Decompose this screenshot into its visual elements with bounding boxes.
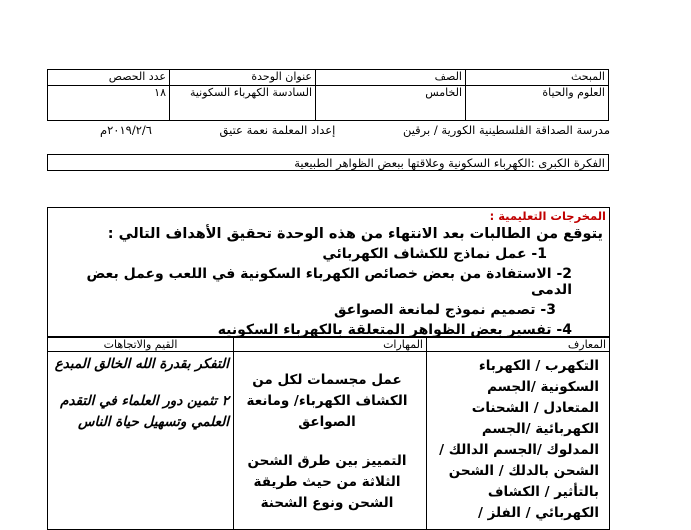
header-lessons-count: عدد الحصص bbox=[48, 70, 170, 86]
outcome-item-3: 3- تصميم نموذج لمانعة الصواعق bbox=[333, 302, 556, 318]
header-values: القيم والاتجاهات bbox=[48, 338, 234, 352]
header-knowledge: المعارف bbox=[427, 338, 610, 352]
outcome-item-4: 4- تفسير بعض الظواهر المتعلقة بالكهرباء السكونيه bbox=[217, 322, 572, 338]
header-subject: المبحث bbox=[466, 70, 609, 86]
knowledge-text: التكهرب / الكهرباء السكونية /الجسم المتعادل / الشحنات الكهربائية /الجسم المدلوك /الجسم الدالك / الشحن بالدلك / الشحن بالتأثير / الكشاف الكهربائي / الفلز / bbox=[439, 358, 599, 521]
value-item-2: ٢ تثمين دور العلماء في التقدم العلمي وتسهيل حياة الناس bbox=[60, 393, 229, 430]
header-grade: الصف bbox=[316, 70, 466, 86]
school-name: مدرسة الصداقة الفلسطينية الكورية / برقين bbox=[402, 123, 610, 137]
big-idea: الفكرة الكبرى :الكهرباء السكونية وعلاقتها ببعض الظواهر الطبيعية bbox=[47, 154, 609, 171]
outcome-item-1: 1- عمل نماذج للكشاف الكهربائي bbox=[322, 246, 547, 262]
value-unit-title: السادسة الكهرباء السكونية bbox=[170, 86, 316, 121]
school-line bbox=[100, 123, 610, 137]
outcomes-intro: يتوقع من الطالبات بعد الانتهاء من هذه الوحدة تحقيق الأهداف التالي : bbox=[107, 226, 603, 242]
value-subject: العلوم والحياة bbox=[466, 86, 609, 121]
outcome-item-2: 2- الاستفادة من بعض خصائص الكهرباء السكونية في اللعب وعمل بعض الدمى bbox=[86, 266, 572, 298]
value-grade: الخامس bbox=[316, 86, 466, 121]
outcomes-section bbox=[47, 207, 610, 337]
skill-item-1: عمل مجسمات لكل من الكشاف الكهرباء/ ومانعة الصواعق bbox=[246, 372, 408, 430]
preparer: إعداد المعلمة نعمة عتيق bbox=[219, 123, 336, 137]
date: ٢٠١٩/٢/٦م bbox=[100, 123, 152, 137]
header-skills: المهارات bbox=[234, 338, 427, 352]
header-unit-title: عنوان الوحدة bbox=[170, 70, 316, 86]
value-item-1: التفكر بقدرة الله الخالق المبدع bbox=[54, 356, 229, 372]
value-lessons-count: ١٨ bbox=[48, 86, 170, 121]
unit-info-table bbox=[47, 69, 609, 121]
content-table bbox=[47, 337, 610, 530]
skill-item-2: التمييز بين طرق الشحن الثلاثة من حيث طريقة الشحن ونوع الشحنة bbox=[247, 453, 407, 511]
outcomes-title: المخرجات التعليمية : bbox=[489, 209, 606, 223]
